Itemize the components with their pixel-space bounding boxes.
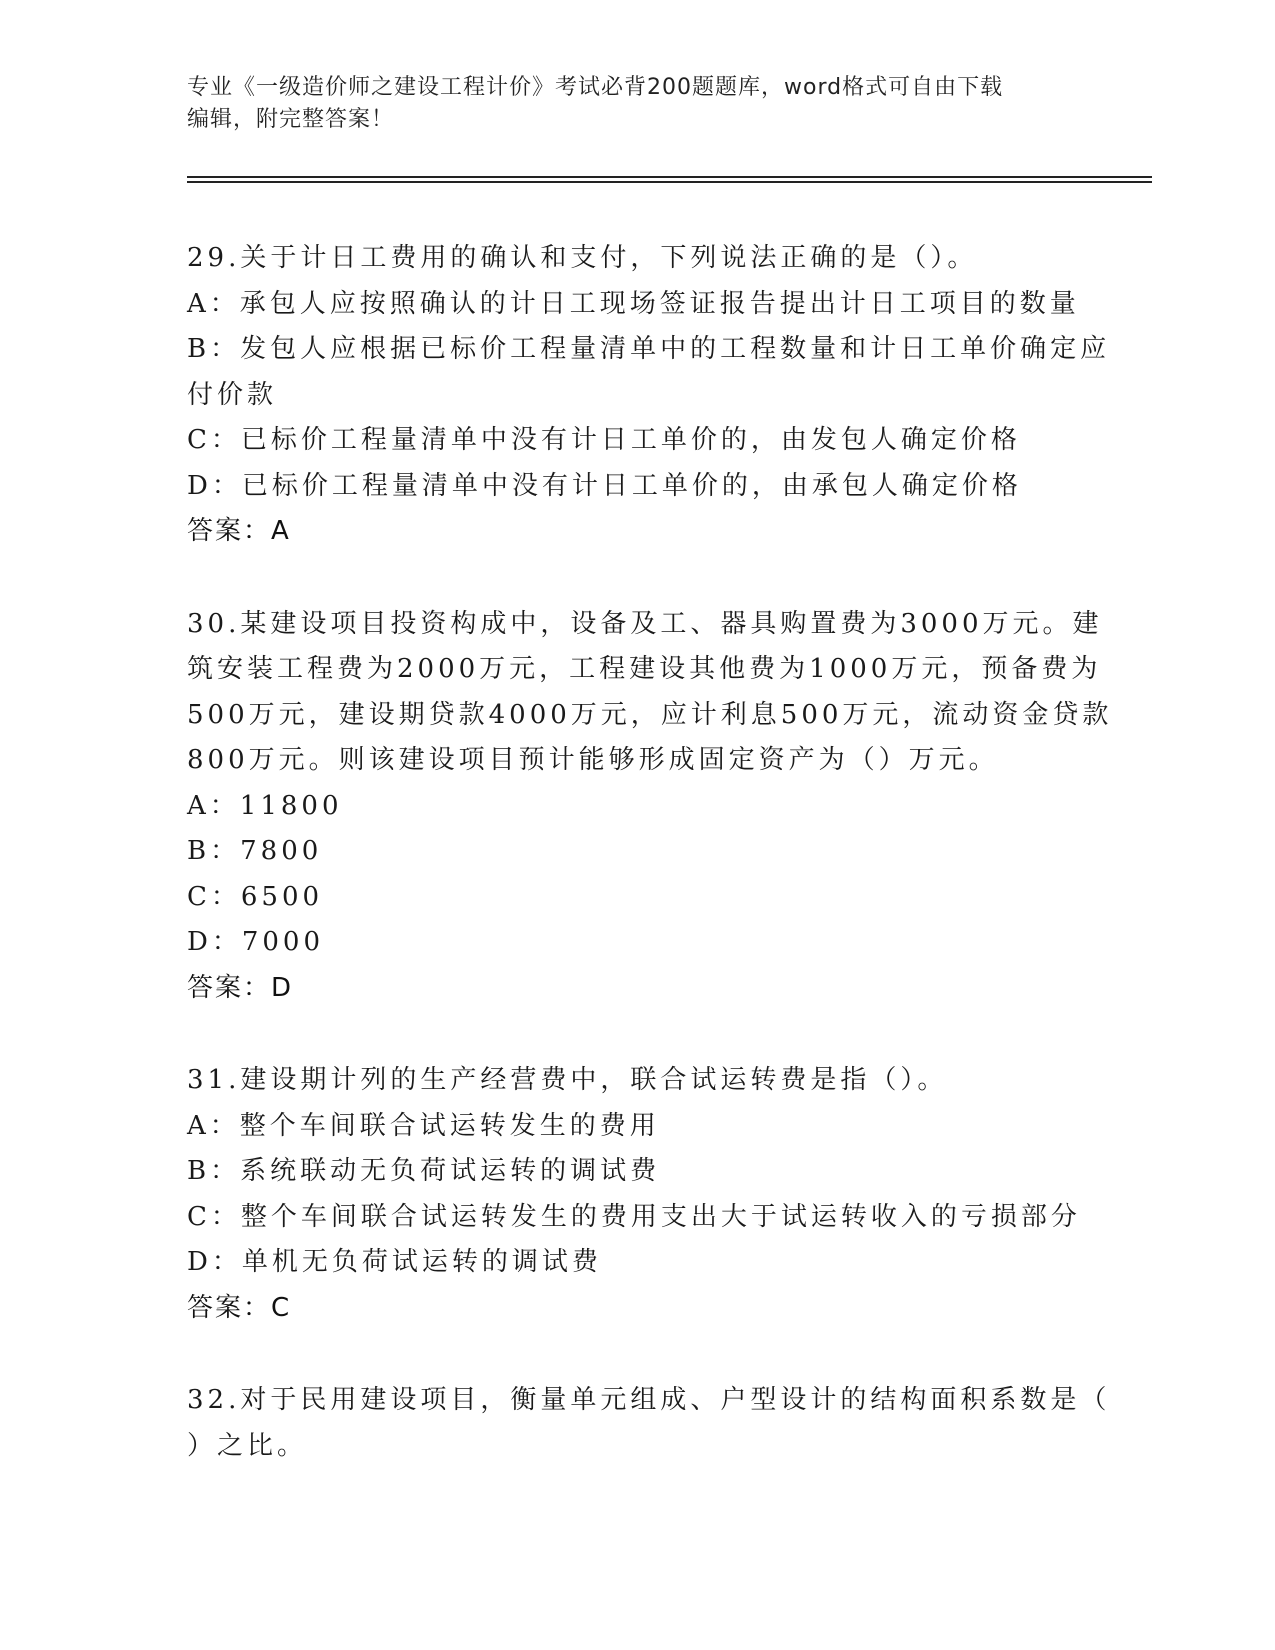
option-b-continued: 付价款 — [187, 379, 278, 410]
option-a: A：整个车间联合试运转发生的费用 — [187, 1110, 660, 1141]
answer-line: 答案：D — [187, 972, 294, 1003]
question-30 — [187, 602, 1113, 1012]
header-divider-top — [187, 176, 1152, 178]
question-stem: 32.对于民用建设项目，衡量单元组成、户型设计的结构面积系数是（ — [187, 1385, 1111, 1415]
answer-line: 答案：C — [187, 1292, 292, 1323]
option-b: B：7800 — [187, 836, 323, 866]
option-c: C：整个车间联合试运转发生的费用支出大于试运转收入的亏损部分 — [187, 1201, 1081, 1232]
question-stem-continued: 筑安装工程费为2000万元，工程建设其他费为1000万元，预备费为 — [187, 654, 1102, 684]
question-list — [187, 236, 1113, 1469]
question-stem-continued: ）之比。 — [187, 1430, 308, 1461]
option-c: C：6500 — [187, 881, 324, 912]
question-stem: 29.关于计日工费用的确认和支付，下列说法正确的是（）。 — [187, 243, 978, 273]
document-header — [187, 72, 1067, 136]
question-31 — [187, 1058, 1087, 1331]
option-b: B：发包人应根据已标价工程量清单中的工程数量和计日工单价确定应 — [187, 334, 1111, 364]
option-d: D：7000 — [187, 927, 325, 957]
option-d: D：已标价工程量清单中没有计日工单价的，由承包人确定价格 — [187, 470, 1022, 501]
option-a: A：11800 — [187, 790, 343, 821]
header-line-1: 专业《一级造价师之建设工程计价》考试必背200题题库，word格式可自由下载 — [187, 75, 1004, 100]
answer-line: 答案：A — [187, 516, 291, 546]
header-line-2: 编辑，附完整答案！ — [187, 107, 395, 132]
option-d: D：单机无负荷试运转的调试费 — [187, 1247, 602, 1277]
question-32 — [187, 1378, 1111, 1469]
option-a: A：承包人应按照确认的计日工现场签证报告提出计日工项目的数量 — [187, 288, 1080, 319]
question-stem: 30.某建设项目投资构成中，设备及工、器具购置费为3000万元。建 — [187, 608, 1103, 639]
question-stem-continued: 800万元。则该建设项目预计能够形成固定资产为（）万元。 — [187, 745, 999, 775]
header-divider-bottom — [187, 181, 1152, 183]
question-29 — [187, 236, 1111, 555]
option-c: C：已标价工程量清单中没有计日工单价的，由发包人确定价格 — [187, 425, 1021, 455]
question-stem: 31.建设期计列的生产经营费中，联合试运转费是指（）。 — [187, 1065, 948, 1095]
option-b: B：系统联动无负荷试运转的调试费 — [187, 1156, 661, 1186]
question-stem-continued: 500万元，建设期贷款4000万元，应计利息500万元，流动资金贷款 — [187, 699, 1113, 730]
